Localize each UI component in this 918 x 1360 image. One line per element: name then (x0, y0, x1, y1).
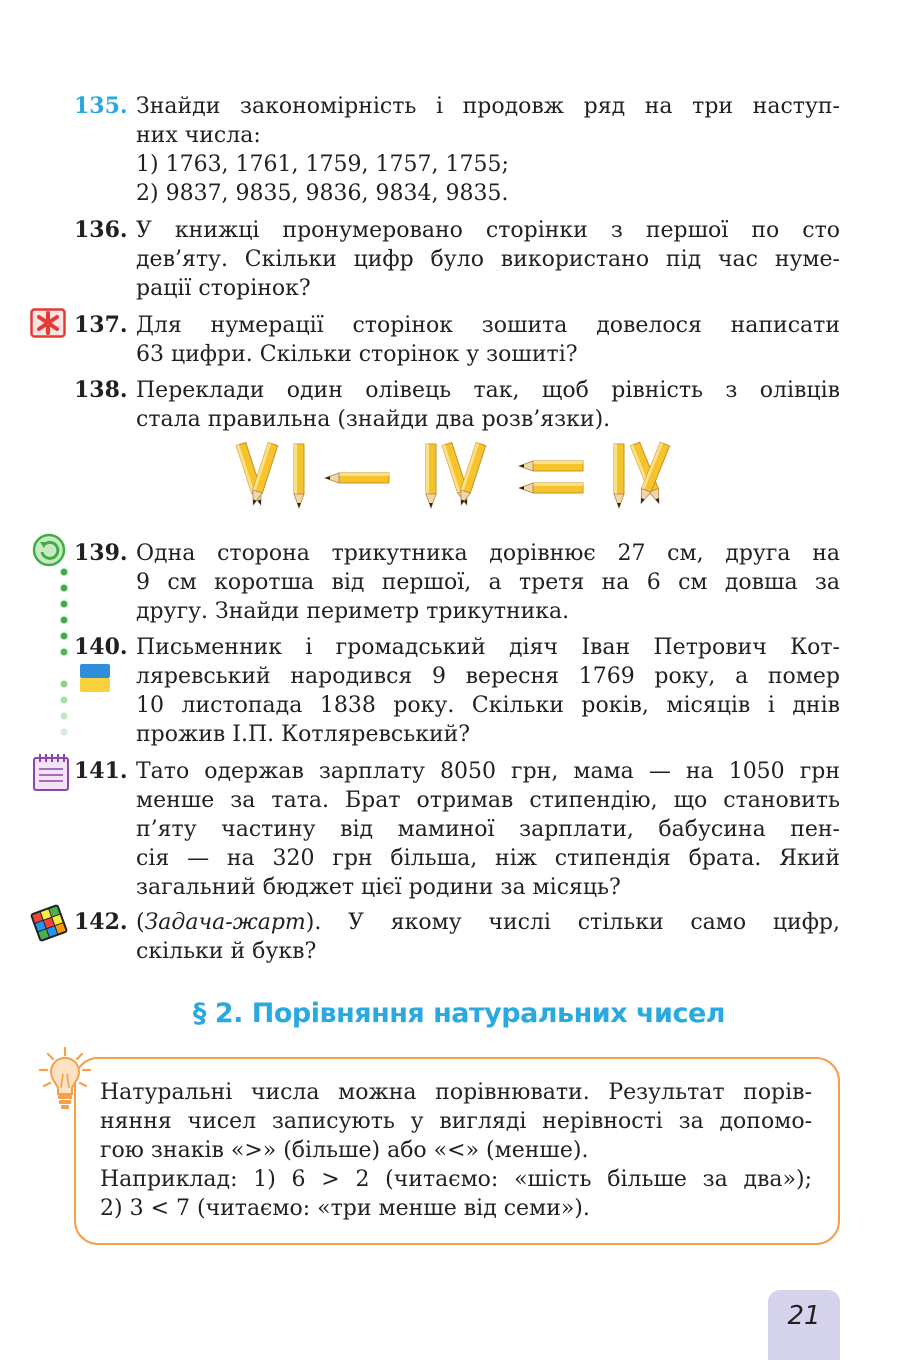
rubik-cube-icon (28, 902, 70, 944)
problem-text: (Задача-жарт). У якому числі стільки само цифр, скільки й букв? (136, 910, 840, 964)
section-title: § 2. Порівняння натуральних чисел (192, 998, 726, 1029)
problem-text: Для нумерації сторінок зошита довелося написати 63 цифри. Скільки сторінок у зошиті? (136, 313, 840, 367)
problem-139 (74, 539, 840, 626)
problem-number: 139. (74, 540, 128, 566)
cycle-arrow-icon (32, 533, 66, 567)
dotted-connector (58, 568, 70, 738)
problem-number: 137. (74, 312, 128, 338)
problem-140 (74, 633, 840, 749)
problem-text: Письменник і громадський діяч Іван Петрович Кот- ляревський народився 9 вересня 1769 року, а помер 10 листопада 1838 року. Скільки років, місяців і днів прожив І.П. Котляревський? (136, 635, 840, 747)
problem-138 (74, 376, 840, 434)
rule-text: Натуральні числа можна порівнювати. Результат порів- няння чисел записують у вигляді нерівності за допомо- гою знаків «>» (більше) або «<» (менше). Наприклад: 1) 6 > 2 (читаємо: «шість більше за два»); 2) 3 < 7 (читаємо: «три менше від семи»). (100, 1080, 812, 1221)
notepad-icon (32, 752, 70, 792)
problem-141 (74, 757, 840, 902)
problem-text: Одна сторона трикутника дорівнює 27 см, друга на 9 см коротша від першої, а третя на 6 см довша за другу. Знайди периметр трикутника. (136, 541, 840, 624)
problem-136 (74, 216, 840, 303)
problem-number: 135. (74, 93, 128, 119)
problem-number: 136. (74, 217, 128, 243)
problem-142 (74, 908, 840, 966)
problem-number: 138. (74, 377, 128, 403)
pencil-roman-equation-image (225, 438, 685, 520)
problem-135 (74, 92, 840, 208)
star-box-icon (30, 308, 66, 338)
problem-number: 140. (74, 634, 128, 660)
problem-number: 142. (74, 909, 128, 935)
problem-text: Тато одержав зарплату 8050 грн, мама — на 1050 грн менше за тата. Брат отримав стипендію, що становить п’яту частину від маминої зарплати, бабусина пен- сія — на 320 грн більша, ніж стипендія брата. Який загальний бюджет цієї родини за місяць? (136, 759, 840, 900)
joke-label: Задача-жарт (144, 910, 306, 935)
problem-text: Переклади один олівець так, щоб рівність з олівців стала правильна (знайди два розв’язки). (136, 378, 840, 432)
page-number: 21 (768, 1290, 840, 1360)
lightbulb-icon (36, 1044, 94, 1114)
problem-text: У книжці пронумеровано сторінки з першої по сто дев’яту. Скільки цифр було використано під час нуме- рації сторінок? (136, 218, 840, 301)
problem-text: Знайди закономірність і продовж ряд на три наступ- них числа: 1) 1763, 1761, 1759, 1757, 1755; 2) 9837, 9835, 9836, 9834, 9835. (136, 94, 840, 206)
problem-137 (74, 311, 840, 369)
problem-number: 141. (74, 758, 128, 784)
